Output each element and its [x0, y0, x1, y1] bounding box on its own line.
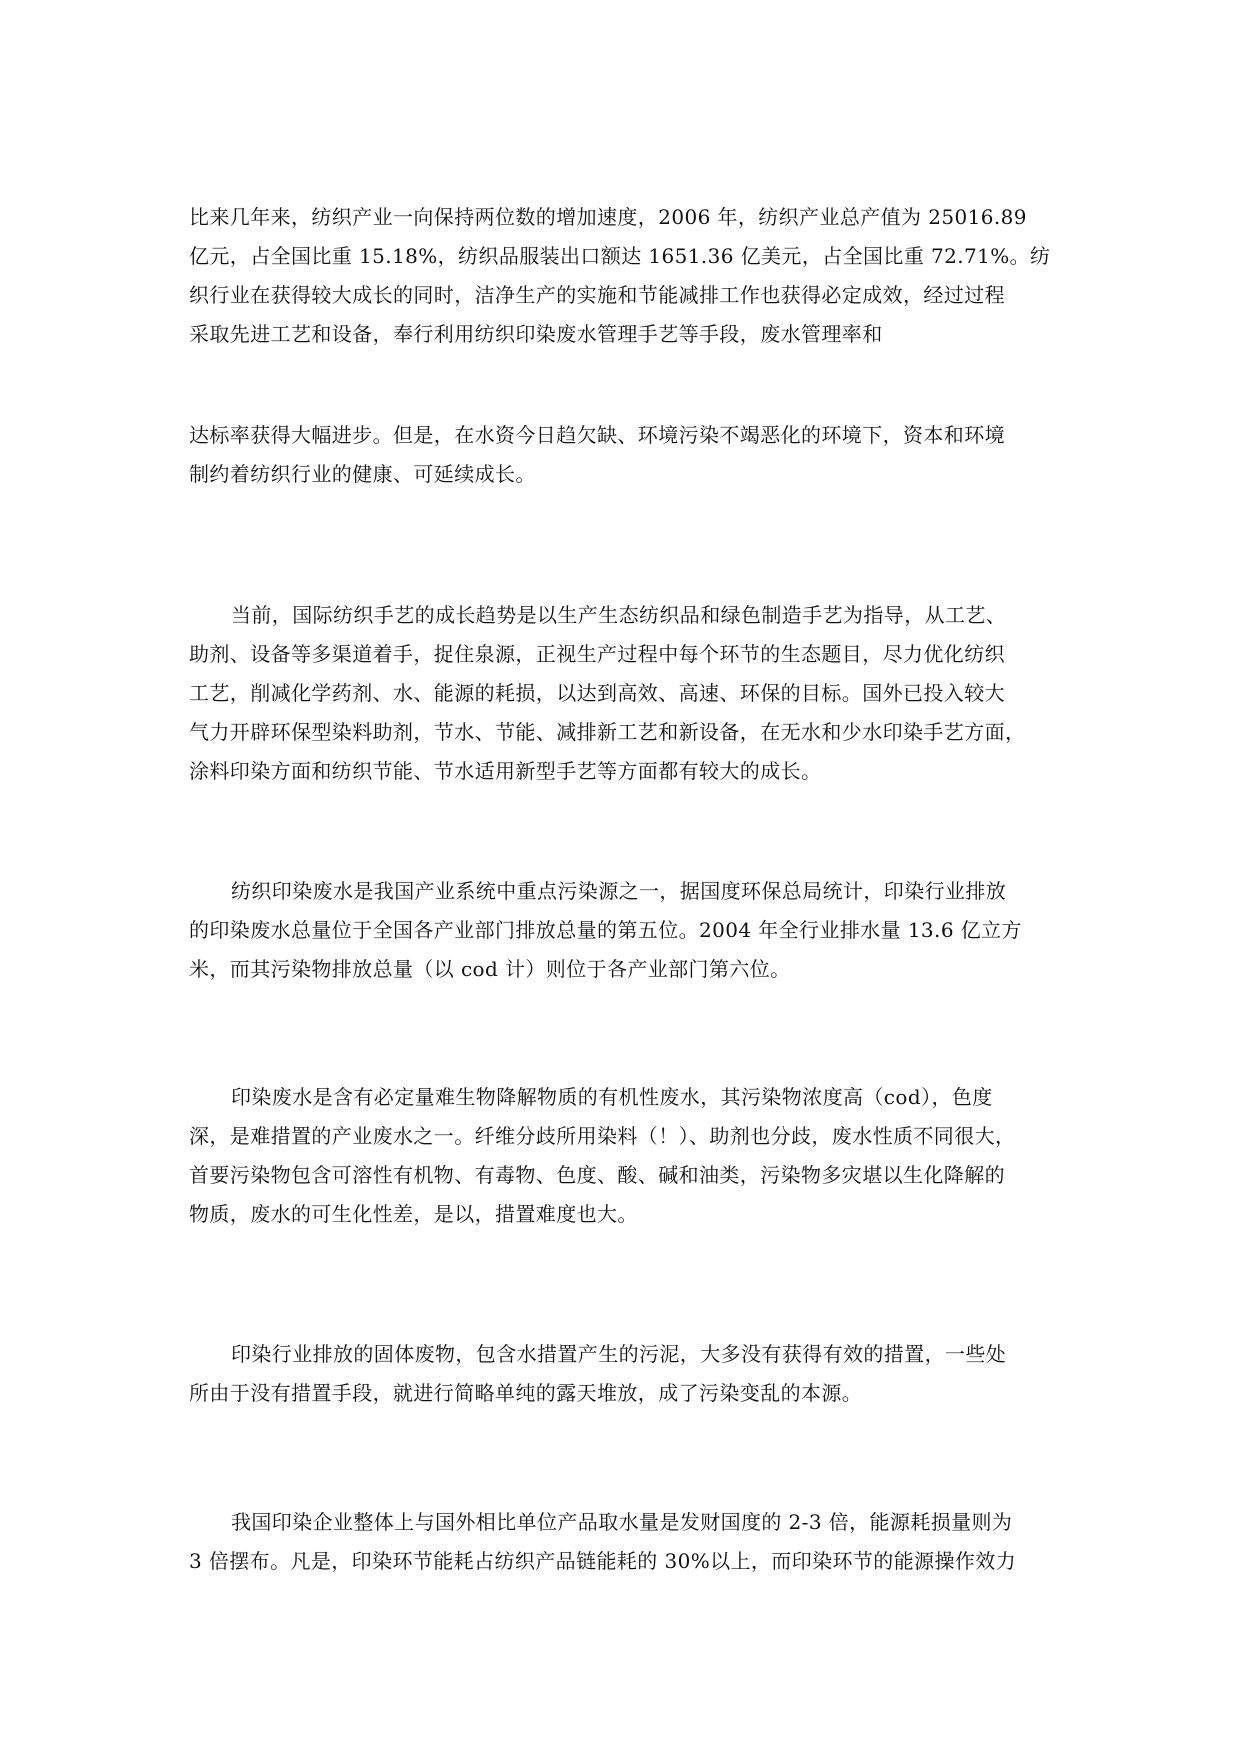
text-line: 所由于没有措置手段，就进行简略单纯的露天堆放，成了污染变乱的本源。 [189, 1381, 863, 1405]
text-line: 达标率获得大幅进步。但是，在水资今日趋欠缺、环境污染不竭恶化的环境下，资本和环境 [189, 423, 1005, 447]
paragraph-4 [189, 872, 1055, 989]
text-line: 涂料印染方面和纺织节能、节水适用新型手艺等方面都有较大的成长。 [189, 759, 822, 783]
text-line: 制约着纺织行业的健康、可延续成长。 [189, 462, 536, 486]
text-line: 我国印染企业整体上与国外相比单位产品取水量是发财国度的 2-3 倍，能源耗损量则为 [231, 1510, 1013, 1534]
paragraph-3 [189, 596, 1055, 791]
paragraph-5 [189, 1078, 1055, 1234]
text-line: 首要污染物包含可溶性有机物、有毒物、色度、酸、碱和油类，污染物多灾堪以生化降解的 [189, 1163, 1005, 1187]
text-line: 比来几年来，纺织产业一向保持两位数的增加速度，2006 年，纺织产业总产值为 25016.89 [189, 205, 1027, 229]
paragraph-7 [189, 1503, 1055, 1581]
text-line: 亿元，占全国比重 15.18%，纺织品服装出口额达 1651.36 亿美元，占全国比重 72.71%。纺 [189, 244, 1051, 268]
text-line: 深，是难措置的产业废水之一。纤维分歧所用染料（！）、助剂也分歧，废水性质不同很大， [189, 1124, 1016, 1148]
text-line: 当前，国际纺织手艺的成长趋势是以生产生态纺织品和绿色制造手艺为指导，从工艺、 [231, 603, 1007, 627]
text-line: 助剂、设备等多渠道着手，捉住泉源，正视生产过程中每个环节的生态题目，尽力优化纺织 [189, 642, 1005, 666]
paragraph-6 [189, 1335, 1055, 1413]
text-line: 印染废水是含有必定量难生物降解物质的有机性废水，其污染物浓度高（cod），色度 [231, 1085, 993, 1109]
text-line: 3 倍摆布。凡是，印染环节能耗占纺织产品链能耗的 30%以上，而印染环节的能源操作效力 [189, 1549, 1017, 1573]
paragraph-1 [189, 198, 1055, 354]
text-line: 米，而其污染物排放总量（以 cod 计）则位于各产业部门第六位。 [189, 957, 791, 981]
text-line: 气力开辟环保型染料助剂，节水、节能、减排新工艺和新设备，在无水和少水印染手艺方面， [189, 720, 1026, 744]
text-line: 的印染废水总量位于全国各产业部门排放总量的第五位。2004 年全行业排水量 13.6 亿立方 [189, 918, 1022, 942]
text-line: 工艺，削减化学药剂、水、能源的耗损，以达到高效、高速、环保的目标。国外已投入较大 [189, 681, 1005, 705]
text-line: 物质，废水的可生化性差，是以，措置难度也大。 [189, 1202, 638, 1226]
text-line: 采取先进工艺和设备，奉行利用纺织印染废水管理手艺等手段，废水管理率和 [189, 322, 883, 346]
text-line: 纺织印染废水是我国产业系统中重点污染源之一，据国度环保总局统计，印染行业排放 [231, 879, 1007, 903]
text-line: 印染行业排放的固体废物，包含水措置产生的污泥，大多没有获得有效的措置，一些处 [231, 1342, 1007, 1366]
text-line: 织行业在获得较大成长的同时，洁净生产的实施和节能减排工作也获得必定成效，经过过程 [189, 283, 1005, 307]
paragraph-2 [189, 416, 1055, 494]
